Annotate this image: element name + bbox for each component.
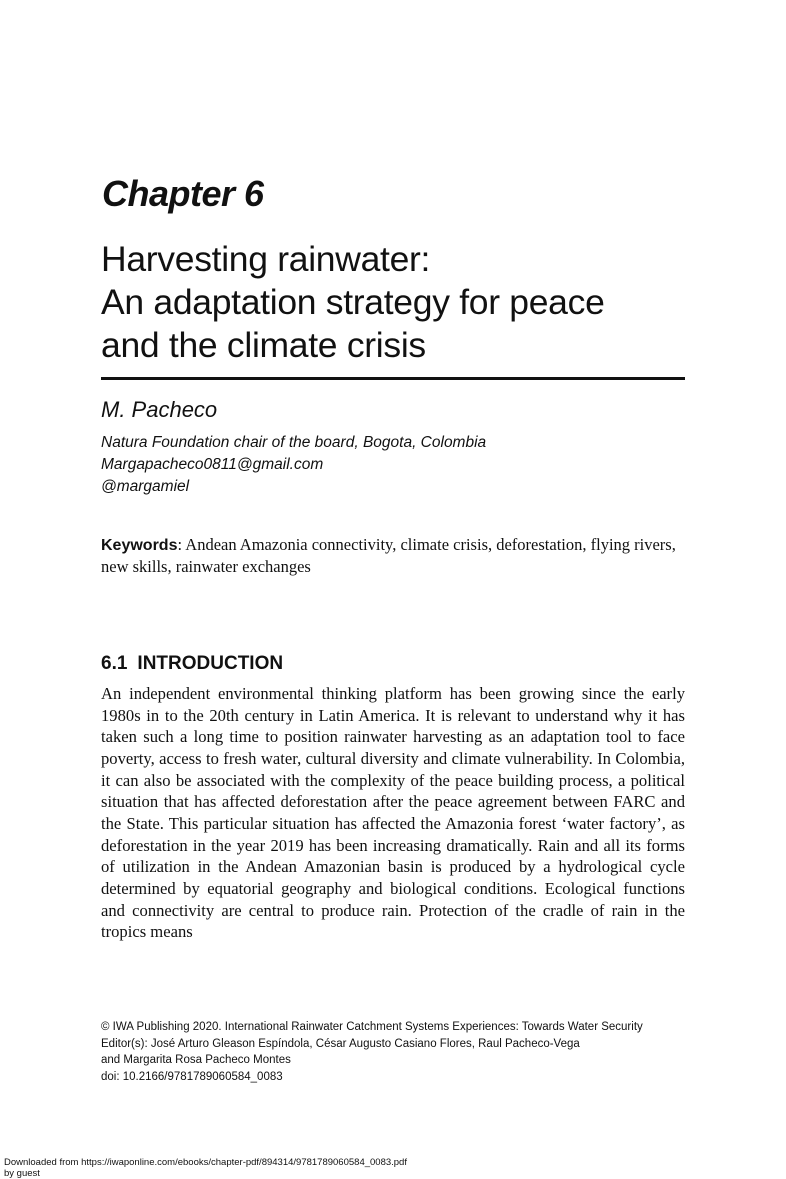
chapter-title-line: Harvesting rainwater: [101, 239, 431, 279]
keywords-label: Keywords [101, 537, 178, 554]
title-divider [101, 377, 685, 380]
download-source-line: Downloaded from https://iwaponline.com/ebooks/chapter-pdf/894314/9781789060584_0083.pdf [4, 1157, 407, 1168]
author-affiliation: Natura Foundation chair of the board, Bogota, Colombia [101, 434, 487, 451]
download-guest-line: by guest [4, 1168, 40, 1179]
doi-line: doi: 10.2166/9781789060584_0083 [101, 1070, 283, 1083]
keywords-block [101, 534, 685, 577]
download-note [4, 1157, 407, 1179]
copyright-line: © IWA Publishing 2020. International Rainwater Catchment Systems Experiences: Towards Water Security [101, 1021, 643, 1033]
keywords-text: Andean Amazonia connectivity, climate crisis, deforestation, flying rivers, new skills, rainwater exchanges [101, 535, 676, 576]
chapter-label: Chapter 6 [102, 173, 264, 214]
section-number: 6.1 [101, 653, 128, 674]
publication-info [101, 1019, 711, 1085]
editors-line: and Margarita Rosa Pacheco Montes [101, 1054, 291, 1066]
editors-line: Editor(s): José Arturo Gleason Espíndola, César Augusto Casiano Flores, Raul Pacheco-Vega [101, 1037, 580, 1050]
section-title: INTRODUCTION [137, 653, 284, 674]
author-handle: @margamiel [101, 478, 190, 495]
intro-paragraph: An independent environmental thinking platform has been growing since the early 1980s in to the 20th century in Latin America. It is relevant to understand why it has taken such a long time to position rainwater harvesting as an adaptation tool to face poverty, access to fresh water, cultural diversity and climate vulnerability. In Colombia, it can also be associated with the complexity of the peace building process, a political situation that has affected deforestation after the peace agreement between FARC and the State. This particular situation has affected the Amazonia forest ‘water factory’, as deforestation in the year 2019 has been increasing dramatically. Rain and all its forms of utilization in the Andean Amazonian basin is produced by a hydrological cycle determined by equatorial geography and biological conditions. Ecological functions and connectivity are central to produce rain. Protection of the cradle of rain in the tropics means [101, 684, 685, 942]
chapter-title-line: and the climate crisis [101, 325, 426, 365]
section-heading [101, 653, 283, 675]
author-name: M. Pacheco [101, 397, 218, 422]
keywords-separator: : [177, 535, 186, 554]
chapter-title [101, 238, 701, 367]
author-details [101, 432, 486, 498]
author-email: Margapacheco0811@gmail.com [101, 456, 324, 473]
chapter-title-line: An adaptation strategy for peace [101, 282, 605, 322]
